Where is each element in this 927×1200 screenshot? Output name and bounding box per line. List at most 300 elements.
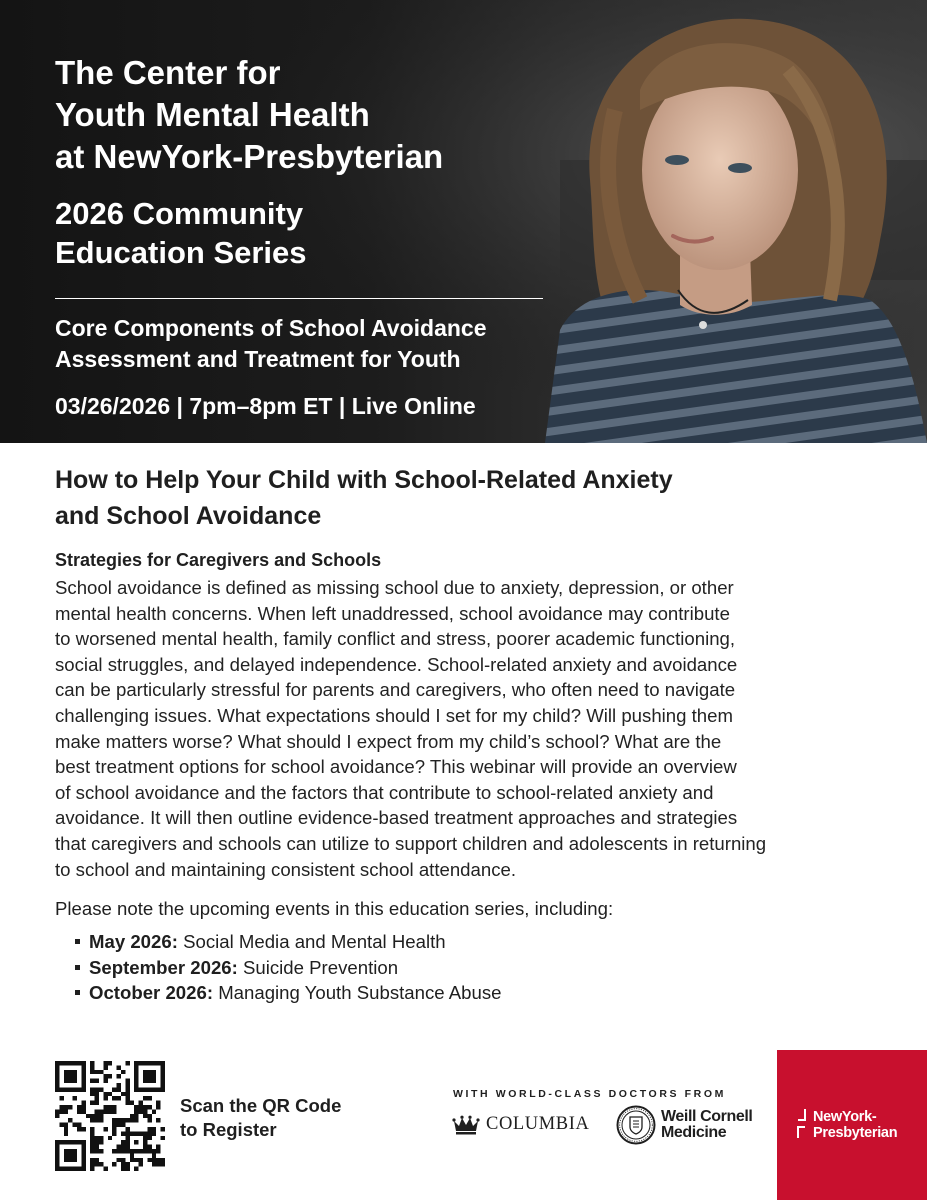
qr-module — [59, 1140, 63, 1144]
qr-module — [90, 1061, 94, 1065]
qr-module — [81, 1061, 85, 1065]
qr-module — [55, 1145, 59, 1149]
qr-module — [64, 1149, 68, 1153]
qr-module — [134, 1114, 138, 1118]
weill-cornell-name — [661, 1109, 752, 1141]
qr-module — [125, 1079, 129, 1083]
qr-module — [125, 1145, 129, 1149]
qr-module — [81, 1167, 85, 1171]
qr-module — [130, 1158, 134, 1162]
qr-module — [95, 1149, 99, 1153]
qr-module — [161, 1079, 165, 1083]
qr-module — [112, 1118, 116, 1122]
qr-module — [130, 1114, 134, 1118]
qr-module — [112, 1162, 116, 1166]
qr-module — [134, 1074, 138, 1078]
qr-module — [156, 1105, 160, 1109]
qr-module — [55, 1162, 59, 1166]
list-item — [73, 980, 885, 1006]
hero-divider — [55, 298, 543, 299]
qr-module — [134, 1065, 138, 1069]
qr-module — [95, 1140, 99, 1144]
qr-module — [134, 1140, 138, 1144]
qr-module — [90, 1101, 94, 1105]
event-title-line-2: Assessment and Treatment for Youth — [55, 346, 461, 372]
qr-module — [112, 1105, 116, 1109]
qr-module — [161, 1158, 165, 1162]
qr-module — [64, 1079, 68, 1083]
body-line: to school and maintaining consistent school attendance. — [55, 858, 517, 880]
event-topic: Social Media and Mental Health — [183, 931, 446, 953]
qr-module — [55, 1074, 59, 1078]
qr-module — [161, 1061, 165, 1065]
qr-module — [59, 1167, 63, 1171]
qr-module — [103, 1079, 107, 1083]
qr-module — [143, 1109, 147, 1113]
qr-module — [95, 1109, 99, 1113]
qr-module — [125, 1101, 129, 1105]
qr-module — [95, 1162, 99, 1166]
qr-module — [152, 1061, 156, 1065]
qr-module — [156, 1118, 160, 1122]
qr-module — [130, 1118, 134, 1122]
qr-module — [81, 1153, 85, 1157]
qr-module — [147, 1061, 151, 1065]
qr-module — [134, 1087, 138, 1091]
main-heading — [55, 462, 885, 534]
qr-module — [81, 1101, 85, 1105]
qr-module — [90, 1087, 94, 1091]
event-month: May 2026: — [89, 931, 178, 953]
qr-module — [73, 1079, 77, 1083]
qr-module — [161, 1162, 165, 1166]
qr-module — [134, 1105, 138, 1109]
nyp-line-1: NewYork- — [813, 1109, 877, 1125]
qr-module — [68, 1070, 72, 1074]
qr-module — [125, 1083, 129, 1087]
body-line: to worsened mental health, family conflict and stress, poorer academic functioning, — [55, 628, 736, 650]
qr-module — [59, 1105, 63, 1109]
main-heading-line-2: and School Avoidance — [55, 502, 322, 530]
qr-module — [139, 1087, 143, 1091]
qr-module — [147, 1145, 151, 1149]
qr-module — [73, 1158, 77, 1162]
qr-module — [90, 1145, 94, 1149]
qr-module — [103, 1109, 107, 1113]
qr-module — [103, 1105, 107, 1109]
qr-module — [95, 1070, 99, 1074]
qr-module — [156, 1162, 160, 1166]
body-line: make matters worse? What should I expect from my child’s school? What are the — [55, 730, 722, 752]
body-line: best treatment options for school avoidance? This webinar will provide an overview — [55, 756, 737, 778]
qr-module — [121, 1118, 125, 1122]
qr-module — [143, 1136, 147, 1140]
qr-module — [99, 1149, 103, 1153]
body-line: avoidance. It will then outline evidence-based treatment approaches and strategies — [55, 807, 738, 829]
qr-module — [134, 1131, 138, 1135]
list-item — [73, 929, 885, 955]
qr-module — [143, 1070, 147, 1074]
columbia-crown-icon — [452, 1115, 480, 1135]
qr-module — [95, 1101, 99, 1105]
qr-code[interactable] — [55, 1061, 165, 1171]
qr-module — [117, 1096, 121, 1100]
center-name-line-1: The Center for — [55, 54, 281, 91]
qr-module — [95, 1079, 99, 1083]
qr-module — [64, 1167, 68, 1171]
center-name-line-2: Youth Mental Health — [55, 96, 370, 133]
qr-module — [125, 1162, 129, 1166]
qr-module — [108, 1136, 112, 1140]
qr-module — [156, 1149, 160, 1153]
qr-module — [55, 1079, 59, 1083]
qr-module — [99, 1136, 103, 1140]
qr-module — [55, 1070, 59, 1074]
qr-module — [147, 1096, 151, 1100]
qr-module — [121, 1149, 125, 1153]
qr-module — [121, 1162, 125, 1166]
main-content — [55, 462, 885, 1006]
qr-module — [112, 1131, 116, 1135]
qr-module — [81, 1149, 85, 1153]
qr-module — [81, 1109, 85, 1113]
qr-module — [147, 1114, 151, 1118]
qr-module — [77, 1140, 81, 1144]
partners-label: WITH WORLD-CLASS DOCTORS FROM — [453, 1088, 726, 1100]
qr-module — [139, 1162, 143, 1166]
qr-module — [81, 1065, 85, 1069]
weill-cornell-line-1: Weill Cornell — [661, 1108, 753, 1125]
qr-module — [143, 1145, 147, 1149]
qr-module — [68, 1061, 72, 1065]
qr-module — [125, 1140, 129, 1144]
qr-module — [130, 1131, 134, 1135]
qr-module — [103, 1092, 107, 1096]
qr-module — [161, 1074, 165, 1078]
hero-banner — [0, 0, 927, 443]
qr-module — [147, 1136, 151, 1140]
qr-module — [90, 1149, 94, 1153]
qr-module — [103, 1127, 107, 1131]
qr-module — [112, 1149, 116, 1153]
qr-module — [81, 1083, 85, 1087]
qr-module — [147, 1158, 151, 1162]
series-title-line-1: 2026 Community — [55, 196, 304, 231]
qr-module — [156, 1145, 160, 1149]
qr-module — [59, 1109, 63, 1113]
qr-module — [147, 1105, 151, 1109]
qr-module — [77, 1127, 81, 1131]
qr-module — [117, 1158, 121, 1162]
qr-module — [64, 1070, 68, 1074]
body-line: challenging issues. What expectations should I set for my child? Will pushing them — [55, 704, 733, 726]
qr-module — [59, 1087, 63, 1091]
qr-label-line-2: to Register — [180, 1119, 277, 1140]
qr-module — [64, 1140, 68, 1144]
qr-module — [152, 1162, 156, 1166]
qr-module — [125, 1149, 129, 1153]
qr-module — [156, 1087, 160, 1091]
qr-module — [95, 1118, 99, 1122]
qr-module — [161, 1087, 165, 1091]
qr-module — [143, 1079, 147, 1083]
upcoming-events-list — [73, 929, 885, 1006]
qr-module — [81, 1087, 85, 1091]
nyp-mark-icon — [797, 1108, 809, 1140]
qr-module — [90, 1070, 94, 1074]
qr-module — [108, 1105, 112, 1109]
qr-label-line-1: Scan the QR Code — [180, 1095, 342, 1116]
qr-module — [55, 1065, 59, 1069]
qr-module — [103, 1074, 107, 1078]
qr-module — [90, 1118, 94, 1122]
description-paragraph — [55, 575, 885, 882]
qr-module — [143, 1087, 147, 1091]
qr-module — [152, 1127, 156, 1131]
weill-cornell-line-2: Medicine — [661, 1124, 727, 1141]
body-line: mental health concerns. When left unaddressed, school avoidance may contribute — [55, 602, 730, 624]
qr-module — [147, 1070, 151, 1074]
qr-module — [73, 1096, 77, 1100]
qr-module — [95, 1087, 99, 1091]
qr-module — [64, 1109, 68, 1113]
qr-module — [134, 1083, 138, 1087]
qr-module — [99, 1087, 103, 1091]
qr-module — [95, 1096, 99, 1100]
qr-module — [161, 1065, 165, 1069]
qr-module — [139, 1131, 143, 1135]
qr-module — [95, 1114, 99, 1118]
qr-module — [134, 1149, 138, 1153]
qr-module — [139, 1109, 143, 1113]
body-line: that caregivers and schools can utilize to support children and adolescents in returning — [55, 832, 767, 854]
qr-module — [68, 1167, 72, 1171]
qr-module — [134, 1167, 138, 1171]
qr-module — [134, 1118, 138, 1122]
qr-module — [55, 1153, 59, 1157]
qr-module — [117, 1087, 121, 1091]
hero-text — [55, 52, 555, 421]
qr-module — [81, 1162, 85, 1166]
qr-module — [90, 1140, 94, 1144]
qr-module — [139, 1061, 143, 1065]
qr-module — [64, 1061, 68, 1065]
qr-module — [55, 1158, 59, 1162]
qr-module — [117, 1118, 121, 1122]
qr-module — [95, 1092, 99, 1096]
event-title-line-1: Core Components of School Avoidance — [55, 315, 487, 341]
qr-module — [55, 1114, 59, 1118]
qr-module — [68, 1074, 72, 1078]
qr-module — [90, 1092, 94, 1096]
qr-module — [64, 1087, 68, 1091]
qr-module — [112, 1096, 116, 1100]
event-topic: Managing Youth Substance Abuse — [218, 982, 502, 1004]
qr-module — [143, 1105, 147, 1109]
qr-module — [125, 1131, 129, 1135]
qr-module — [68, 1079, 72, 1083]
qr-module — [99, 1070, 103, 1074]
qr-module — [90, 1131, 94, 1135]
qr-module — [59, 1061, 63, 1065]
qr-module — [139, 1149, 143, 1153]
qr-module — [161, 1127, 165, 1131]
qr-module — [143, 1114, 147, 1118]
qr-module — [139, 1105, 143, 1109]
qr-module — [161, 1070, 165, 1074]
qr-module — [64, 1131, 68, 1135]
qr-module — [143, 1140, 147, 1144]
qr-module — [143, 1096, 147, 1100]
qr-module — [64, 1127, 68, 1131]
qr-module — [55, 1083, 59, 1087]
qr-module — [73, 1061, 77, 1065]
qr-module — [134, 1061, 138, 1065]
qr-module — [73, 1070, 77, 1074]
qr-module — [73, 1149, 77, 1153]
center-name-line-3: at NewYork-Presbyterian — [55, 138, 444, 175]
qr-module — [77, 1167, 81, 1171]
qr-module — [73, 1074, 77, 1078]
qr-module — [68, 1153, 72, 1157]
qr-module — [152, 1087, 156, 1091]
qr-module — [103, 1167, 107, 1171]
qr-module — [81, 1074, 85, 1078]
qr-module — [68, 1149, 72, 1153]
qr-module — [152, 1153, 156, 1157]
qr-module — [108, 1092, 112, 1096]
qr-module — [125, 1061, 129, 1065]
qr-module — [64, 1105, 68, 1109]
qr-module — [81, 1127, 85, 1131]
qr-module — [121, 1131, 125, 1135]
weill-cornell-seal-icon — [616, 1105, 656, 1145]
columbia-logo — [452, 1114, 589, 1135]
qr-module — [90, 1162, 94, 1166]
nyp-name — [813, 1109, 897, 1141]
qr-module — [90, 1127, 94, 1131]
qr-module — [86, 1114, 90, 1118]
qr-module — [147, 1131, 151, 1135]
qr-module — [134, 1079, 138, 1083]
qr-module — [103, 1061, 107, 1065]
qr-module — [156, 1061, 160, 1065]
qr-module — [112, 1123, 116, 1127]
qr-module — [55, 1167, 59, 1171]
qr-module — [81, 1070, 85, 1074]
qr-module — [59, 1123, 63, 1127]
qr-module — [152, 1149, 156, 1153]
qr-module — [121, 1145, 125, 1149]
sub-heading: Strategies for Caregivers and Schools — [55, 550, 382, 570]
qr-module — [55, 1149, 59, 1153]
qr-module — [90, 1079, 94, 1083]
main-heading-line-1: How to Help Your Child with School-Related Anxiety — [55, 466, 673, 494]
qr-module — [77, 1109, 81, 1113]
qr-module — [152, 1109, 156, 1113]
qr-module — [125, 1118, 129, 1122]
qr-module — [81, 1145, 85, 1149]
qr-module — [99, 1109, 103, 1113]
qr-module — [156, 1101, 160, 1105]
qr-module — [117, 1074, 121, 1078]
qr-module — [68, 1105, 72, 1109]
nyp-logo-block — [777, 1050, 927, 1200]
qr-module — [134, 1070, 138, 1074]
event-title — [55, 313, 555, 375]
qr-module — [55, 1140, 59, 1144]
qr-module — [147, 1127, 151, 1131]
qr-module — [90, 1065, 94, 1069]
qr-module — [68, 1140, 72, 1144]
qr-module — [64, 1153, 68, 1157]
qr-module — [112, 1109, 116, 1113]
qr-module — [147, 1149, 151, 1153]
qr-module — [121, 1092, 125, 1096]
event-topic: Suicide Prevention — [243, 956, 399, 978]
event-month: October 2026: — [89, 982, 214, 1004]
qr-register-label — [180, 1094, 341, 1142]
qr-module — [73, 1140, 77, 1144]
qr-module — [125, 1167, 129, 1171]
qr-module — [73, 1153, 77, 1157]
qr-module — [95, 1136, 99, 1140]
qr-module — [152, 1131, 156, 1135]
qr-module — [108, 1109, 112, 1113]
qr-module — [130, 1153, 134, 1157]
qr-module — [143, 1149, 147, 1153]
qr-module — [152, 1074, 156, 1078]
qr-module — [90, 1167, 94, 1171]
qr-module — [64, 1123, 68, 1127]
weill-cornell-logo — [616, 1105, 752, 1145]
qr-module — [77, 1123, 81, 1127]
qr-module — [108, 1061, 112, 1065]
qr-module — [143, 1131, 147, 1135]
qr-module — [134, 1158, 138, 1162]
center-name — [55, 52, 555, 178]
qr-module — [73, 1123, 77, 1127]
qr-module — [139, 1158, 143, 1162]
qr-module — [161, 1136, 165, 1140]
columbia-name: COLUMBIA — [486, 1114, 590, 1134]
qr-module — [121, 1158, 125, 1162]
qr-module — [77, 1061, 81, 1065]
qr-module — [121, 1123, 125, 1127]
qr-module — [55, 1061, 59, 1065]
qr-module — [112, 1087, 116, 1091]
qr-module — [68, 1087, 72, 1091]
qr-module — [55, 1109, 59, 1113]
qr-module — [99, 1118, 103, 1122]
qr-module — [121, 1140, 125, 1144]
qr-module — [95, 1145, 99, 1149]
qr-module — [117, 1149, 121, 1153]
body-line: can be particularly stressful for parents and caregivers, who often need to navigate — [55, 679, 736, 701]
qr-module — [90, 1136, 94, 1140]
qr-module — [147, 1087, 151, 1091]
qr-module — [99, 1162, 103, 1166]
qr-module — [81, 1158, 85, 1162]
qr-module — [125, 1092, 129, 1096]
upcoming-events-note: Please note the upcoming events in this education series, including: — [55, 898, 614, 920]
qr-module — [117, 1123, 121, 1127]
qr-module — [121, 1167, 125, 1171]
qr-module — [152, 1079, 156, 1083]
qr-module — [55, 1087, 59, 1091]
event-date-time: 03/26/2026 | 7pm–8pm ET | Live Online — [55, 393, 476, 419]
qr-module — [125, 1136, 129, 1140]
